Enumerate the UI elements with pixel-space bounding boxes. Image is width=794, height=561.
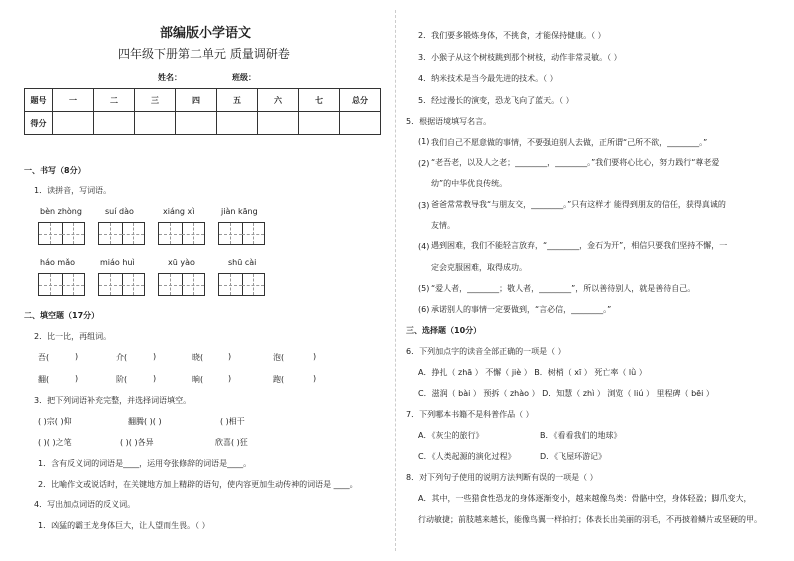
compare-item: ) — [75, 352, 79, 361]
fill-item: 欣喜( )狂 — [215, 438, 248, 447]
fill-item: 翻腾( )( ) — [128, 417, 162, 426]
question-2: 2．比一比，再组词。 — [34, 332, 112, 341]
question-5-2: “老吾老，以及人之老；________，________。”我们要将心比心，努力践行“尊老爱 — [431, 158, 720, 167]
question-5-4: 遇到困难，我们不能轻言放弃，“________，金石为开”，相信只要我们坚持不懈，一 — [431, 241, 728, 250]
question-7-option-c: C．《人类起源的演化过程》 — [418, 452, 516, 461]
question-7-option-b: B．《看看我们的地球》 — [540, 431, 622, 440]
item-number: (2) — [418, 159, 430, 168]
pinyin-label: bèn zhòng — [40, 207, 82, 216]
question-6-options-ab: A．挣扎（ zhā ） 不懈（ jiè ） B．树梢（ xī ） 死亡率（ lǜ ） — [418, 368, 647, 377]
score-cell-header: 二 — [94, 89, 135, 112]
question-3: 3．把下列词语补充完整，并选择词语填空。 — [34, 396, 192, 405]
writing-grid[interactable] — [158, 273, 205, 296]
question-4: 4．写出加点词语的反义词。 — [34, 500, 136, 509]
fill-item: ( )( )之笔 — [38, 438, 72, 447]
compare-item: 阶( — [116, 375, 128, 384]
score-table-score-row — [25, 112, 381, 135]
score-cell-header: 四 — [176, 89, 217, 112]
score-input-cell[interactable] — [135, 112, 176, 135]
section-2-heading: 二、填空题（17分） — [24, 311, 100, 320]
pinyin-label: xū yào — [168, 258, 195, 267]
compare-item: 泡( — [273, 353, 285, 362]
score-cell-header: 一 — [53, 89, 94, 112]
question-3-2: 2．比喻作文或说话时，在关键地方加上精辟的语句，使内容更加生动传神的词语是 ____。 — [38, 480, 358, 489]
score-input-cell[interactable] — [94, 112, 135, 135]
question-7-option-d: D．《飞屋环游记》 — [540, 452, 607, 461]
score-cell-header: 题号 — [25, 89, 53, 112]
item-number: (5) — [418, 284, 430, 293]
question-5-2-cont: 幼”的中华优良传统。 — [431, 179, 508, 188]
question-5-6: 承诺别人的事情一定要做到，“言必信，________。” — [431, 305, 612, 314]
score-input-cell[interactable] — [53, 112, 94, 135]
pinyin-label: xiáng xì — [163, 207, 195, 216]
question-4-2: 2．我们要多锻炼身体，不挑食，才能保持健康。（ ） — [418, 31, 606, 40]
pinyin-label: háo mǎo — [40, 258, 75, 267]
writing-grid[interactable] — [218, 222, 265, 245]
fill-item: ( )相干 — [220, 417, 245, 426]
fill-item: ( )宗( )仰 — [38, 417, 72, 426]
page-title: 部编版小学语文 — [160, 26, 252, 41]
compare-item: ) — [228, 352, 232, 361]
question-1: 1．读拼音，写词语。 — [34, 186, 112, 195]
question-5-3-cont: 友情。 — [431, 221, 455, 230]
question-8: 8．对下列句子使用的说明方法判断有误的一项是（ ） — [406, 473, 598, 482]
item-number: (6) — [418, 305, 430, 314]
writing-grid[interactable] — [98, 222, 145, 245]
score-table-header-row — [25, 89, 381, 112]
question-5-5: “爱人者，________；敬人者，________”，所以善待别人，就是善待自己。 — [431, 284, 696, 293]
compare-item: ) — [75, 374, 79, 383]
question-3-1: 1．含有反义词的词语是____，运用夸张修辞的词语是____。 — [38, 459, 252, 468]
question-8-option-a-cont: 行动敏捷；前肢越来越长，能像鸟翼一样拍打；体表长出美丽的羽毛，不再披着鳞片或坚硬的甲。 — [418, 515, 762, 524]
score-input-cell[interactable] — [299, 112, 340, 135]
question-4-3: 3．小猴子从这个树枝跳到那个树枝，动作非常灵敏。（ ） — [418, 53, 622, 62]
question-7: 7．下列哪本书籍不是科普作品（ ） — [406, 410, 534, 419]
section-3-heading: 三、选择题（10分） — [406, 326, 482, 335]
question-6: 6．下列加点字的读音全部正确的一项是（ ） — [406, 347, 566, 356]
pinyin-label: suí dào — [105, 207, 134, 216]
compare-item: 介( — [116, 353, 128, 362]
compare-item: 翻( — [38, 375, 50, 384]
score-cell-header: 总分 — [340, 89, 381, 112]
score-cell-header: 七 — [299, 89, 340, 112]
compare-item: ) — [313, 374, 317, 383]
writing-grid[interactable] — [158, 222, 205, 245]
question-4-5: 5．经过漫长的演变，恐龙飞向了蓝天。（ ） — [418, 96, 574, 105]
pinyin-label: miáo huì — [100, 258, 135, 267]
score-cell-header: 五 — [217, 89, 258, 112]
question-5-4-cont: 定会克服困难，取得成功。 — [431, 263, 527, 272]
question-5: 5．根据语境填写名言。 — [406, 117, 492, 126]
compare-item: 晓( — [192, 353, 204, 362]
compare-item: 吾( — [38, 353, 50, 362]
score-table — [24, 88, 381, 135]
compare-item: ) — [228, 374, 232, 383]
writing-grid[interactable] — [98, 273, 145, 296]
question-6-options-cd: C．滋润（ bài ） 预拆（ zhào ） D．知慧（ zhì ） 浏览（ liú ） 里程碑（ bēi ） — [418, 389, 714, 398]
compare-item: ) — [153, 374, 157, 383]
compare-item: 晌( — [192, 375, 204, 384]
score-cell-header: 六 — [258, 89, 299, 112]
question-4-4: 4．纳米技术是当今最先进的技术。（ ） — [418, 74, 558, 83]
score-input-cell[interactable] — [340, 112, 381, 135]
question-5-1: 我们自己不愿意做的事情，不要强迫别人去做，正所谓“己所不欲，________。” — [431, 138, 708, 147]
score-input-cell[interactable] — [217, 112, 258, 135]
question-8-option-a: A．其中，一些猎食性恐龙的身体逐渐变小，越来越像鸟类：骨骼中空，身体轻盈；脚爪变大， — [418, 494, 752, 503]
question-7-option-a: A．《灰尘的旅行》 — [418, 431, 484, 440]
question-5-3: 爸爸常常教导我“与朋友交，________。”只有这样才 能得到朋友的信任，获得真诚的 — [431, 200, 726, 209]
compare-item: ) — [153, 352, 157, 361]
class-label: 班级： — [232, 73, 256, 82]
pinyin-label: jiàn kāng — [221, 207, 258, 216]
page-subtitle: 四年级下册第二单元 质量调研卷 — [118, 47, 290, 61]
score-cell-header: 三 — [135, 89, 176, 112]
pinyin-label: shū cài — [228, 258, 257, 267]
column-divider — [395, 10, 396, 551]
score-input-cell[interactable] — [176, 112, 217, 135]
compare-item: ) — [313, 352, 317, 361]
compare-item: 跑( — [273, 375, 285, 384]
writing-grid[interactable] — [38, 222, 85, 245]
name-label: 姓名： — [158, 73, 182, 82]
item-number: (4) — [418, 242, 430, 251]
item-number: (3) — [418, 201, 430, 210]
section-1-heading: 一、书写（8分） — [24, 166, 86, 175]
score-row-label: 得分 — [25, 112, 53, 135]
question-4-1: 1．凶猛的霸王龙身体巨大，让人望而生畏。（ ） — [38, 521, 210, 530]
writing-grid[interactable] — [218, 273, 265, 296]
score-input-cell[interactable] — [258, 112, 299, 135]
fill-item: ( )( )各异 — [120, 438, 154, 447]
writing-grid[interactable] — [38, 273, 85, 296]
item-number: (1) — [418, 137, 430, 146]
